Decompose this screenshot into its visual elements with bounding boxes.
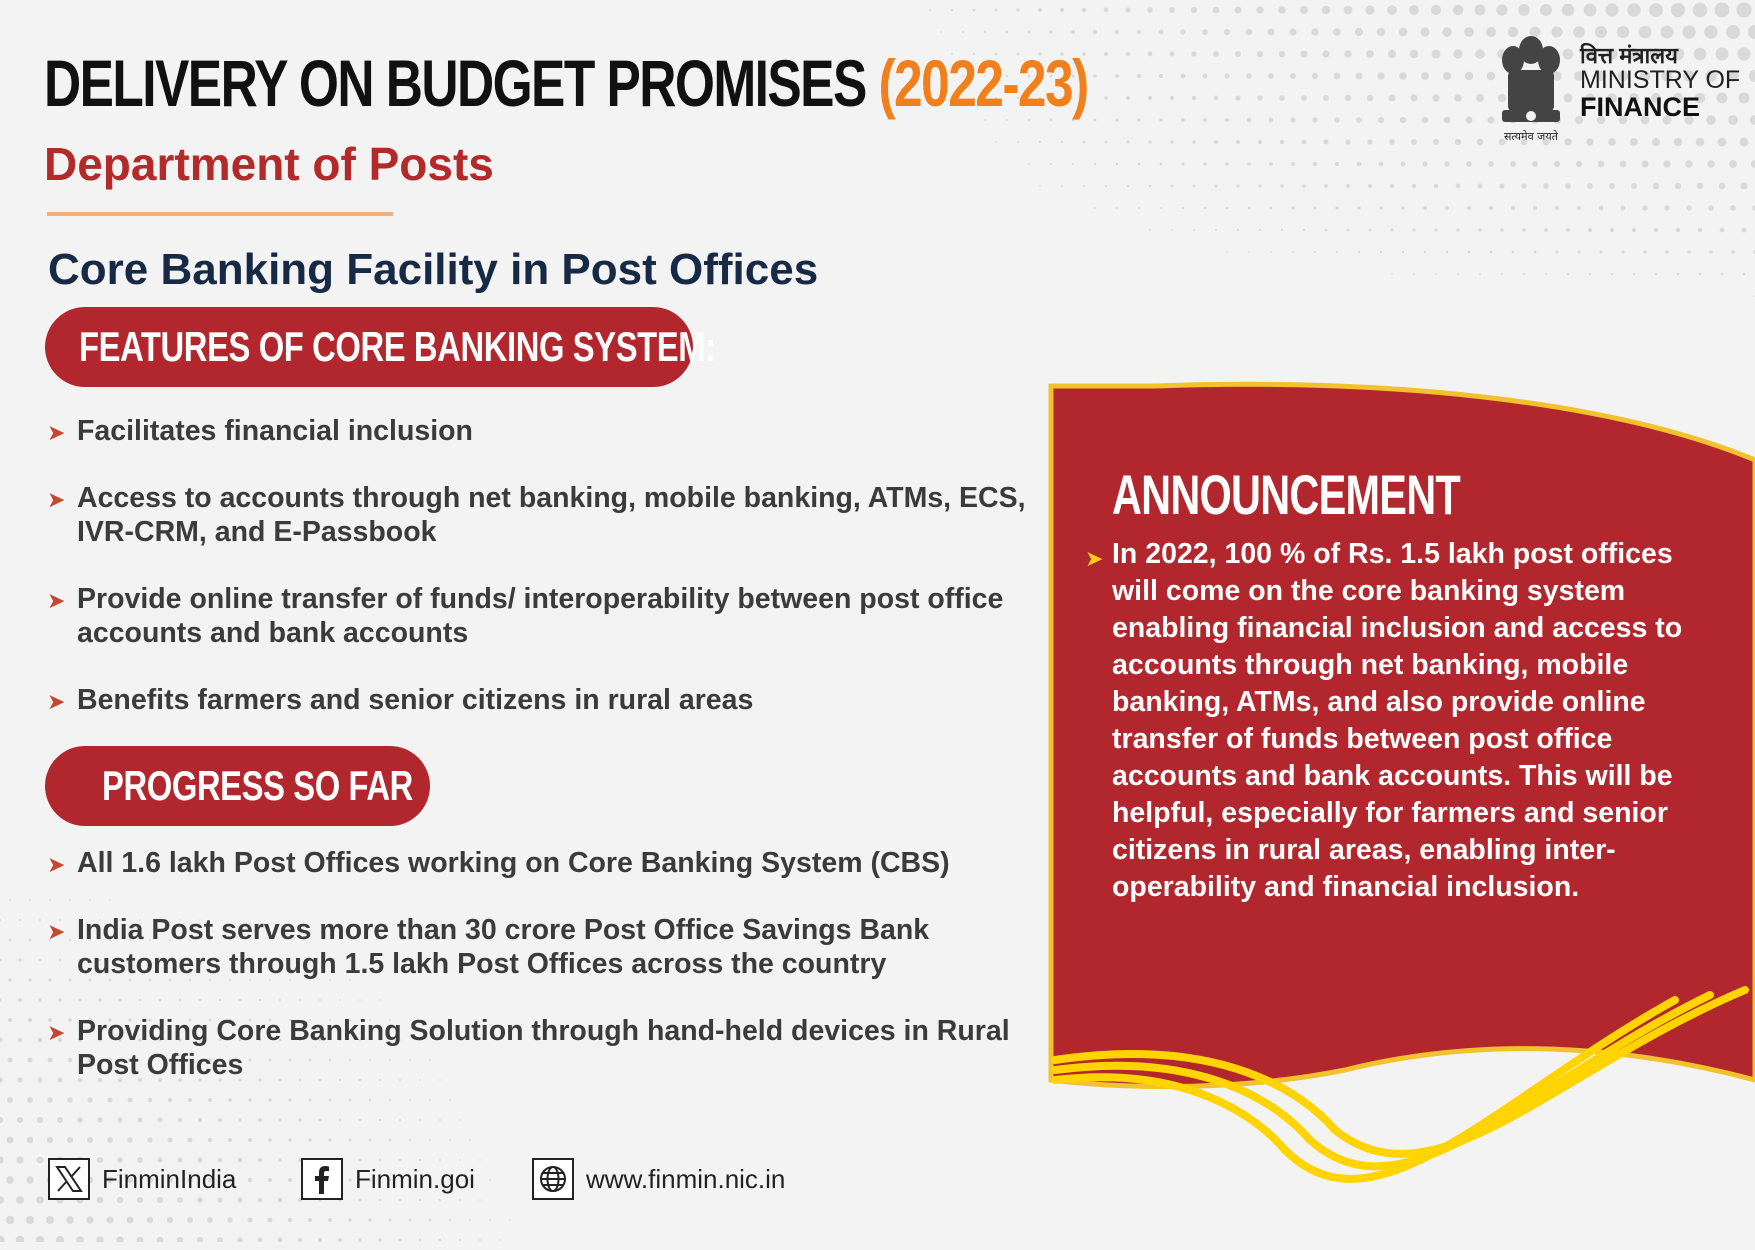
list-item: ➤ Access to accounts through net banking, mobile banking, ATMs, ECS, IVR-CRM, and E-Passbook (47, 482, 1026, 548)
emblem-motto: सत्यमेव जयते (1503, 130, 1559, 143)
progress-heading: PROGRESS SO FAR (102, 762, 413, 809)
arrow-bullet-icon: ➤ (47, 487, 66, 512)
ministry-line-2: FINANCE (1580, 92, 1700, 123)
list-item: ➤ All 1.6 lakh Post Offices working on Core Banking System (CBS) (47, 846, 1037, 880)
facebook-icon (301, 1158, 343, 1200)
announcement-text: In 2022, 100 % of Rs. 1.5 lakh post offices will come on the core banking system enabling financial inclusion and access to accounts through net banking, mobile banking, ATMs, and also provide online transfer of funds between post office accounts and bank accounts. This will be helpful, especially for farmers and senior citizens in rural areas, enabling inter-operability and financial inclusion. (1112, 538, 1683, 903)
list-item: ➤ Provide online transfer of funds/ interoperability between post office accounts and bank accounts (47, 583, 1004, 649)
ministry-logo-text (1580, 44, 1740, 122)
social-twitter[interactable] (48, 1158, 236, 1200)
department-name: Department of Posts (44, 138, 494, 190)
arrow-bullet-icon: ➤ (47, 919, 66, 944)
ashoka-emblem-icon (1496, 30, 1566, 145)
arrow-bullet-icon: ➤ (47, 689, 66, 714)
arrow-bullet-icon: ➤ (47, 588, 66, 613)
arrow-bullet-icon: ➤ (1085, 546, 1104, 571)
x-twitter-icon (48, 1158, 90, 1200)
title-year: (2022-23) (878, 46, 1088, 120)
globe-icon (532, 1158, 574, 1200)
ministry-line-1: MINISTRY OF (1580, 66, 1741, 95)
progress-heading-pill (45, 746, 430, 826)
list-item: ➤ Benefits farmers and senior citizens in rural areas (47, 683, 1037, 717)
announcement-heading: ANNOUNCEMENT (1112, 463, 1460, 526)
features-heading-pill (45, 307, 716, 387)
announcement-body (1085, 536, 1725, 906)
social-website[interactable] (532, 1158, 785, 1200)
ministry-hindi: वित्त मंत्रालय (1580, 43, 1678, 68)
list-item: ➤ India Post serves more than 30 crore Post Office Savings Bank customers through 1.5 lakh Post Offices across the country (47, 914, 930, 980)
website-url[interactable]: www.finmin.nic.in (586, 1163, 786, 1194)
section-title: Core Banking Facility in Post Offices (48, 245, 819, 294)
page-title (44, 46, 1088, 120)
title-text: DELIVERY ON BUDGET PROMISES (44, 46, 866, 120)
features-list (47, 414, 1037, 750)
twitter-handle[interactable]: FinminIndia (102, 1163, 237, 1194)
title-divider (47, 212, 393, 216)
arrow-bullet-icon: ➤ (47, 852, 66, 877)
arrow-bullet-icon: ➤ (47, 1020, 66, 1045)
progress-list (47, 846, 1037, 1115)
arrow-bullet-icon: ➤ (47, 420, 66, 445)
social-facebook[interactable] (301, 1158, 475, 1200)
list-item: ➤ Providing Core Banking Solution through hand-held devices in Rural Post Offices (47, 1015, 1010, 1081)
list-item: ➤ Facilitates financial inclusion (47, 414, 1037, 448)
facebook-handle[interactable]: Finmin.goi (355, 1163, 475, 1194)
features-heading: FEATURES OF CORE BANKING SYSTEM: (79, 323, 716, 370)
